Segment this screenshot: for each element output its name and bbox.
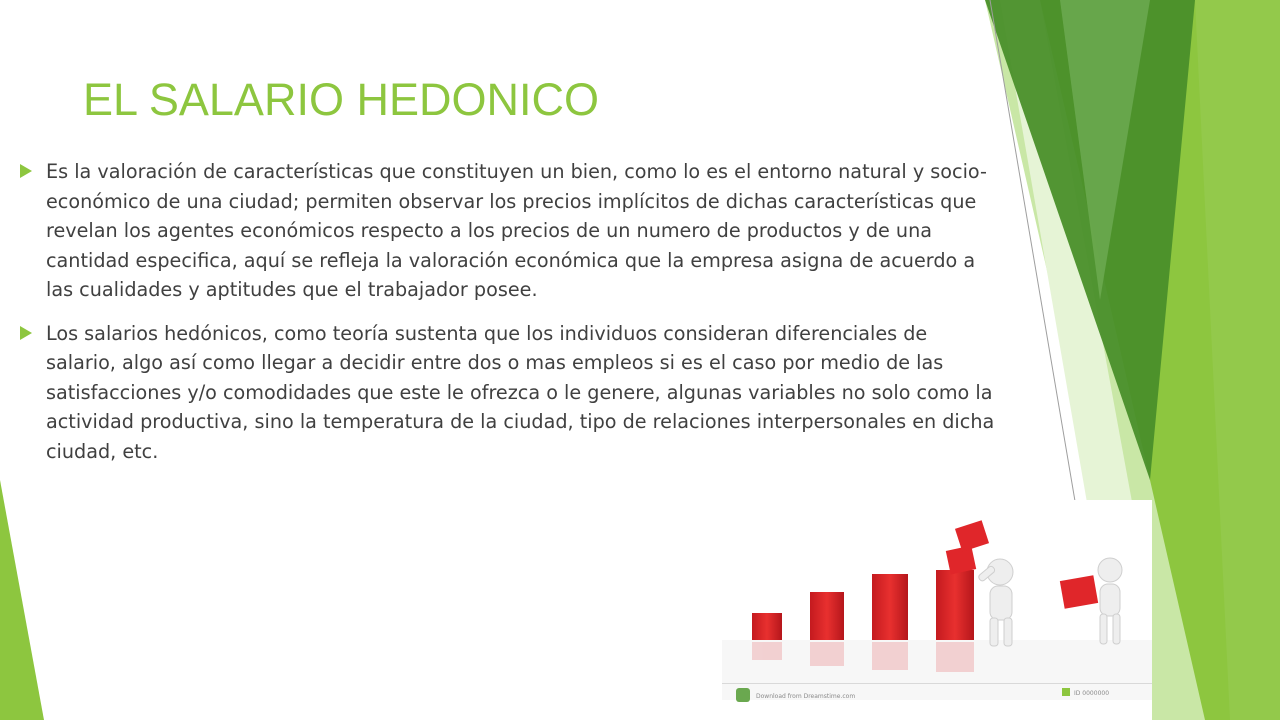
bullet-text: Los salarios hedónicos, como teoría sustenta que los individuos consideran diferenciales de salario, algo así como llegar a decidir entre dos o mas empleos si es el caso por medio de las satisfacciones y/o comodidades que este le ofrezca o le genere, algunas variables no solo como la actividad productiva, sino la temperatura de la ciudad, tipo de relaciones interpersonales en dicha ciudad, etc. xyxy=(46,321,995,463)
puzzle-piece-carried xyxy=(1060,575,1098,608)
puzzle-bar-4 xyxy=(936,570,974,640)
bullet-triangle-icon xyxy=(20,326,32,340)
puzzle-bars-illustration xyxy=(722,500,1152,720)
watermark-caption-left: Download from Dreamstime.com xyxy=(756,693,856,700)
dreamstime-logo-icon xyxy=(736,688,750,702)
puzzle-piece-top xyxy=(955,520,989,551)
puzzle-bar-2 xyxy=(810,592,844,640)
watermark-id-icon xyxy=(1062,688,1070,696)
puzzle-illustration-svg xyxy=(722,500,1152,720)
puzzle-bar-3 xyxy=(872,574,908,640)
bullet-list xyxy=(18,157,998,480)
bullet-item xyxy=(18,319,998,467)
bullet-triangle-icon xyxy=(20,164,32,178)
bullet-item xyxy=(18,157,998,305)
watermark-caption-right: ID 0000000 xyxy=(1074,690,1110,697)
white-figure-1 xyxy=(978,559,1013,646)
bullet-text: Es la valoración de características que constituyen un bien, como lo es el entorno natural y socio-económico de una ciudad; permiten observar los precios implícitos de dichas características que revelan los agentes económicos respecto a los precios de un numero de productos y de una cantidad especifica, aquí se refleja la valoración económica que la empresa asigna de acuerdo a las cualidades y aptitudes que el trabajador posee. xyxy=(46,160,987,301)
slide-title: EL SALARIO HEDONICO xyxy=(83,74,599,125)
puzzle-bar-1 xyxy=(752,613,782,640)
white-figure-2 xyxy=(1098,558,1122,644)
left-green-triangle xyxy=(0,480,44,720)
red-puzzle-bars xyxy=(752,520,1098,640)
